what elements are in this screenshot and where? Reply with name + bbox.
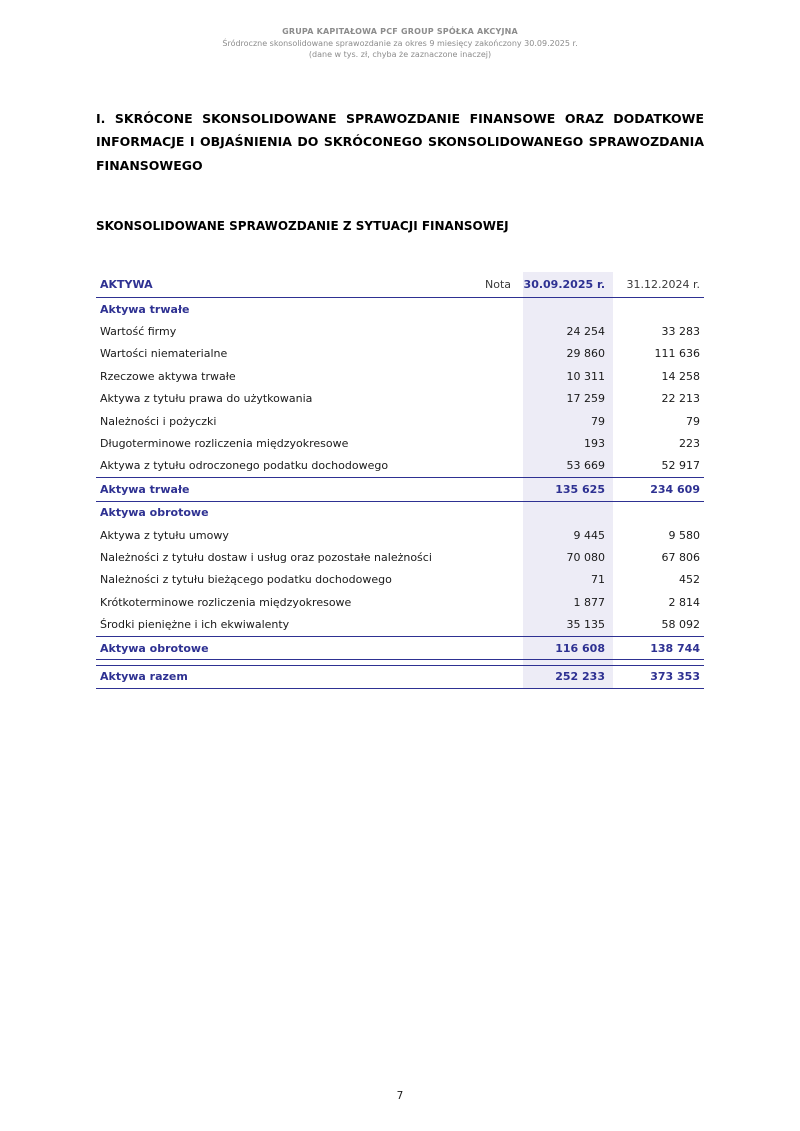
row-value-current: 10 311: [566, 369, 605, 383]
table-row: [96, 613, 704, 635]
column-header-current-period: 30.09.2025 r.: [523, 278, 605, 291]
row-value-current: 35 135: [566, 618, 605, 632]
row-label: Aktywa z tytułu prawa do użytkowania: [100, 392, 313, 406]
row-value-prior: 234 609: [650, 482, 700, 496]
table-row: [96, 636, 704, 660]
row-value-current: 29 860: [566, 347, 605, 361]
table-row: [96, 343, 704, 365]
table-row: [96, 455, 704, 477]
row-label: Aktywa z tytułu odroczonego podatku dochodowego: [100, 459, 389, 473]
table-header-row: [96, 272, 704, 298]
units-note: (dane w tys. zł, chyba że zaznaczone inaczej): [308, 50, 492, 59]
page-number: 7: [396, 1090, 404, 1102]
table-row: [96, 320, 704, 342]
row-value-prior: 2 814: [668, 595, 700, 609]
table-row: [96, 524, 704, 546]
table-row: [96, 477, 704, 501]
row-value-prior: 67 806: [661, 550, 700, 564]
row-value-prior: 9 580: [668, 528, 700, 542]
row-label: Aktywa razem: [100, 670, 188, 684]
row-value-prior: 14 258: [661, 369, 700, 383]
column-header-nota: Nota: [484, 278, 511, 291]
row-label: Aktywa obrotowe: [100, 641, 209, 655]
row-value-current: 116 608: [555, 641, 605, 655]
table-row: [96, 502, 704, 524]
row-value-current: 71: [591, 573, 605, 587]
row-label: Aktywa trwałe: [100, 482, 190, 496]
row-value-prior: 373 353: [650, 670, 700, 684]
table-row: [96, 298, 704, 320]
table-row: [96, 388, 704, 410]
column-header-aktywa: AKTYWA: [100, 278, 153, 291]
statement-title: SKONSOLIDOWANE SPRAWOZDANIE Z SYTUACJI FINANSOWEJ: [96, 219, 509, 233]
row-label: Należności i pożyczki: [100, 414, 217, 428]
row-value-current: 1 877: [573, 595, 605, 609]
page-footer: [0, 1090, 800, 1102]
row-label: Krótkoterminowe rozliczenia międzyokresowe: [100, 595, 352, 609]
row-label: Aktywa obrotowe: [100, 506, 209, 520]
row-value-prior: 111 636: [654, 347, 700, 361]
row-value-current: 9 445: [573, 528, 605, 542]
row-value-current: 79: [591, 414, 605, 428]
section-title: I. SKRÓCONE SKONSOLIDOWANE SPRAWOZDANIE FINANSOWE ORAZ DODATKOWE INFORMACJE I OBJAŚNIENIA DO SKRÓCONEGO SKONSOLIDOWANEGO SPRAWOZDANIA FINANSOWEGO: [96, 110, 704, 173]
row-label: Rzeczowe aktywa trwałe: [100, 369, 236, 383]
row-value-prior: 52 917: [661, 459, 700, 473]
table-row: [96, 432, 704, 454]
column-header-prior-period: 31.12.2024 r.: [626, 278, 700, 291]
row-value-current: 24 254: [566, 325, 605, 339]
row-value-prior: 452: [679, 573, 700, 587]
row-label: Wartość firmy: [100, 325, 177, 339]
row-label: Wartości niematerialne: [100, 347, 228, 361]
row-label: Należności z tytułu dostaw i usług oraz pozostałe należności: [100, 550, 432, 564]
financial-position-table: [96, 272, 704, 689]
row-label: Należności z tytułu bieżącego podatku dochodowego: [100, 573, 392, 587]
row-value-current: 17 259: [566, 392, 605, 406]
row-value-prior: 33 283: [661, 325, 700, 339]
document-header: [0, 0, 800, 61]
row-value-current: 193: [584, 437, 605, 451]
row-value-prior: 223: [679, 437, 700, 451]
row-value-prior: 138 744: [650, 641, 700, 655]
row-value-current: 53 669: [566, 459, 605, 473]
row-value-prior: 79: [686, 414, 700, 428]
row-value-current: 70 080: [566, 550, 605, 564]
row-value-current: 135 625: [555, 482, 605, 496]
table-row: [96, 410, 704, 432]
row-value-prior: 22 213: [661, 392, 700, 406]
company-name: GRUPA KAPITAŁOWA PCF GROUP SPÓŁKA AKCYJNA: [282, 27, 518, 36]
row-value-prior: 58 092: [661, 618, 700, 632]
table-row: [96, 591, 704, 613]
row-label: Aktywa trwałe: [100, 302, 190, 316]
row-value-current: 252 233: [555, 670, 605, 684]
table-row: [96, 665, 704, 689]
table-row: [96, 546, 704, 568]
table-row: [96, 365, 704, 387]
row-label: Środki pieniężne i ich ekwiwalenty: [100, 618, 290, 632]
table-row: [96, 569, 704, 591]
row-label: Aktywa z tytułu umowy: [100, 528, 229, 542]
row-label: Długoterminowe rozliczenia międzyokresowe: [100, 437, 349, 451]
report-period-subtitle: Śródroczne skonsolidowane sprawozdanie za okres 9 miesięcy zakończony 30.09.2025 r.: [222, 38, 578, 48]
table-body: [96, 298, 704, 689]
